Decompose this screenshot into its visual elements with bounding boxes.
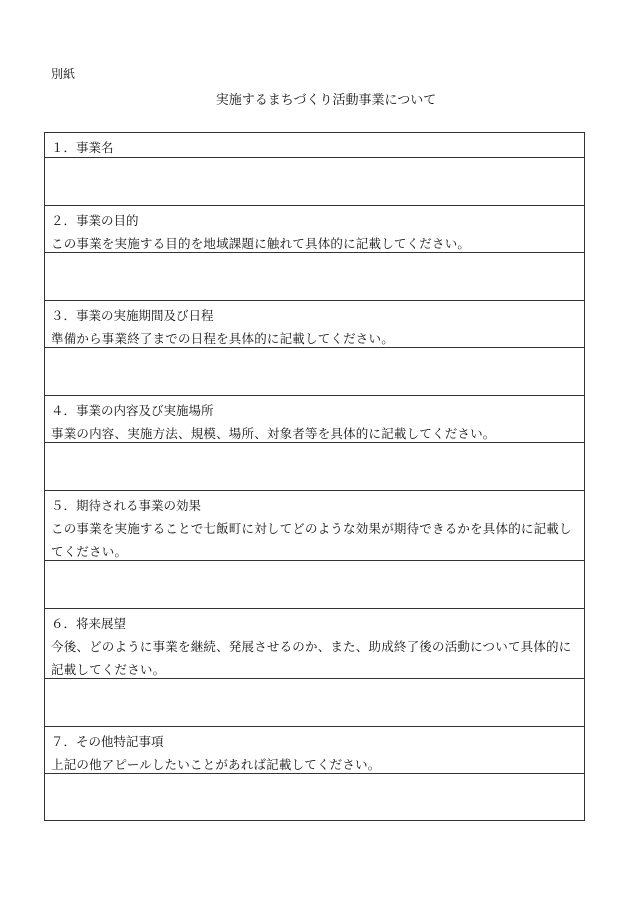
- section-header: [45, 609, 584, 679]
- section-schedule: [45, 301, 584, 396]
- section-title: ５．期待される事業の効果: [51, 498, 202, 513]
- project-name-answer-field[interactable]: [45, 158, 584, 205]
- section-content-location: [45, 396, 584, 491]
- activity-form-table: [44, 132, 585, 821]
- section-instruction: 事業の内容、実施方法、規模、場所、対象者等を具体的に記載してください。: [51, 426, 496, 441]
- section-instruction: 上記の他アピールしたいことがあれば記載してください。: [51, 757, 381, 772]
- attachment-label: 別紙: [51, 67, 76, 81]
- document-title: 実施するまちづくり活動事業について: [215, 93, 437, 108]
- section-expected-effect: [45, 491, 584, 609]
- section-title: １．事業名: [51, 140, 114, 155]
- section-instruction: 準備から事業終了までの日程を具体的に記載してください。: [51, 331, 394, 346]
- section-future-outlook: [45, 609, 584, 727]
- expected-effect-answer-field[interactable]: [45, 561, 584, 608]
- section-title: ７．その他特記事項: [51, 734, 164, 749]
- schedule-answer-field[interactable]: [45, 348, 584, 395]
- other-notes-answer-field[interactable]: [45, 774, 584, 820]
- section-header: [45, 133, 584, 158]
- section-project-name: [45, 133, 584, 206]
- section-header: [45, 301, 584, 348]
- section-purpose: [45, 206, 584, 301]
- section-title: ６．将来展望: [51, 616, 127, 631]
- section-title: ４．事業の内容及び実施場所: [51, 403, 214, 418]
- section-header: [45, 396, 584, 443]
- purpose-answer-field[interactable]: [45, 253, 584, 300]
- section-title: ２．事業の目的: [51, 213, 139, 228]
- section-header: [45, 491, 584, 561]
- section-header: [45, 206, 584, 253]
- content-location-answer-field[interactable]: [45, 443, 584, 490]
- section-instruction: 今後、どのように事業を継続、発展させるのか、また、助成終了後の活動について具体的に記載してください。: [51, 639, 572, 677]
- future-outlook-answer-field[interactable]: [45, 679, 584, 726]
- section-header: [45, 727, 584, 774]
- section-title: ３．事業の実施期間及び日程: [51, 308, 214, 323]
- section-other-notes: [45, 727, 584, 820]
- section-instruction: この事業を実施することで七飯町に対してどのような効果が期待できるかを具体的に記載してください。: [51, 521, 572, 559]
- section-instruction: この事業を実施する目的を地域課題に触れて具体的に記載してください。: [51, 236, 471, 251]
